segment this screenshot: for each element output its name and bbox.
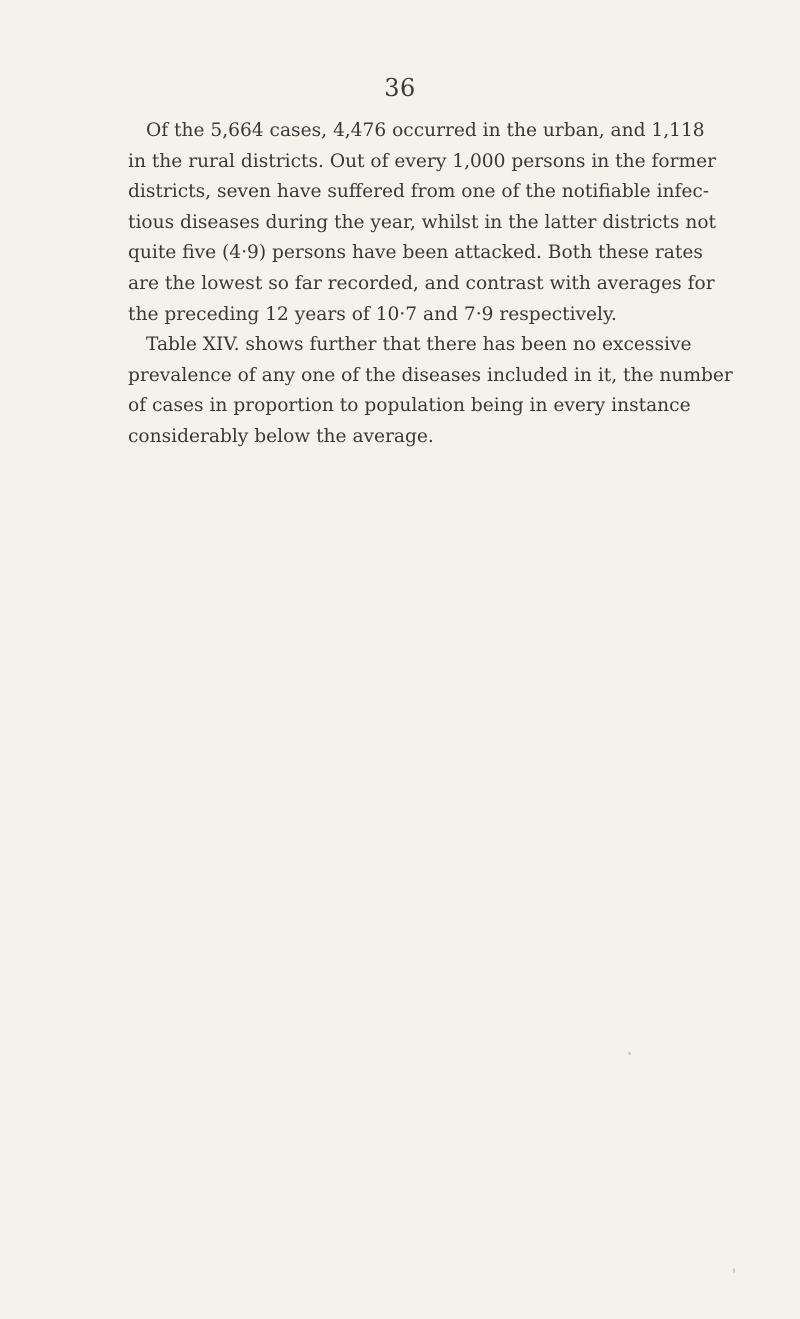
paper-speck [628, 1052, 631, 1055]
text-line: are the lowest so far recorded, and contrast with averages for [128, 272, 715, 294]
paragraph-2 [128, 330, 733, 452]
page-number: 36 [384, 74, 416, 102]
text-line: the preceding 12 years of 10·7 and 7·9 respectively. [128, 303, 617, 325]
text-line: Of the 5,664 cases, 4,476 occurred in the urban, and 1,118 [146, 120, 705, 141]
text-line: districts, seven have suffered from one of the notifiable infec- [128, 181, 710, 203]
text-line: quite five (4·9) persons have been attacked. Both these rates [128, 242, 703, 264]
text-line: Table XIV. shows further that there has been no excessive [146, 334, 692, 356]
text-line: of cases in proportion to population being in every instance [128, 395, 691, 417]
paper-speck [733, 1268, 735, 1273]
body-text [128, 116, 733, 453]
text-line: considerably below the average. [128, 425, 434, 447]
paragraph-1 [128, 116, 717, 330]
text-line: in the rural districts. Out of every 1,000 persons in the former [128, 150, 717, 172]
text-line: prevalence of any one of the diseases included in it, the number [128, 364, 733, 386]
text-line: tious diseases during the year, whilst in the latter districts not [128, 211, 716, 233]
